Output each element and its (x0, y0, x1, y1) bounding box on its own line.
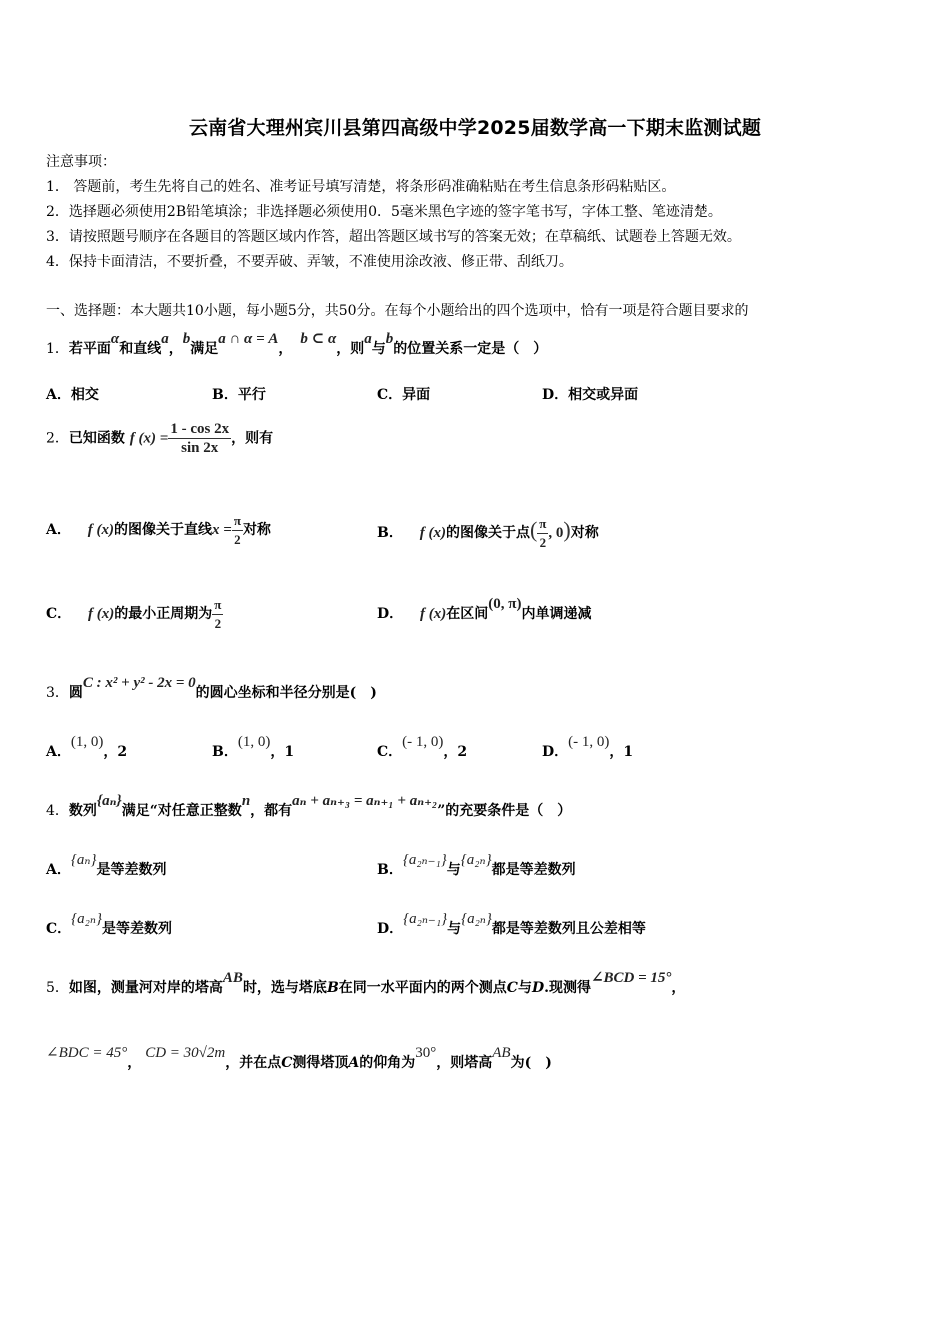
question-5-line-2: ∠BDC = 45°，CD = 30√2m，并在点C测得塔顶A的仰角为30°，则塔高AB为( ) (46, 1045, 552, 1071)
q1-number: 1． (46, 341, 69, 357)
question-3: 3．圆C : x² + y² - 2x = 0的圆心坐标和半径分别是( ) (46, 675, 377, 701)
q3-option-d[interactable]: D．(- 1, 0)，1 (542, 734, 634, 760)
q3-number: 3． (46, 685, 69, 701)
question-2: 2．已知函数 f (x) = $\frac{1 - \cos 2x}{\sin 2x}$ ，则有 (46, 421, 274, 456)
q1-option-a[interactable]: A．相交 (46, 387, 99, 403)
q2-option-d[interactable]: D． f (x)在区间(0, π)内单调递减 (377, 596, 592, 622)
q1-option-c[interactable]: C．异面 (377, 387, 431, 403)
notice-item-3: 3．请按照题号顺序在各题目的答题区域内作答，超出答题区域书写的答案无效；在草稿纸、试题卷上答题无效。 (46, 229, 741, 245)
q2-fraction: $\frac{1 - \cos 2x}{\sin 2x}$ (170, 421, 230, 456)
question-4: 4．数列{aₙ}满足“对任意正整数n，都有aₙ + aₙ₊₃ = aₙ₊₁ + aₙ₊₂”的充要条件是（ ） (46, 793, 572, 819)
question-1: 1．若平面α和直线a，b满足a ∩ α = A，b ⊂ α，则a与b的位置关系一定是（ ） (46, 331, 548, 357)
q2-number: 2． (46, 430, 69, 447)
q3-option-a[interactable]: A．(1, 0)，2 (46, 734, 128, 760)
page-title: 云南省大理州宾川县第四高级中学2025届数学高一下期末监测试题 (188, 117, 762, 139)
notice-item-1: 1． 答题前，考生先将自己的姓名、准考证号填写清楚，将条形码准确粘贴在考生信息条形码粘贴区。 (46, 179, 676, 195)
q5-number: 5． (46, 980, 69, 996)
notice-heading: 注意事项： (46, 154, 116, 170)
notice-item-4: 4．保持卡面清洁，不要折叠，不要弄破、弄皱，不准使用涂改液、修正带、刮纸刀。 (46, 254, 573, 270)
q4-option-a[interactable]: A．{aₙ}是等差数列 (46, 852, 167, 878)
section-1-heading: 一、选择题：本大题共10小题，每小题5分，共50分。在每个小题给出的四个选项中，恰有一项是符合题目要求的 (46, 303, 749, 319)
q2-option-a[interactable]: A． f (x)的图像关于直线x = $\frac{\pi}{2}$ 对称 (46, 512, 271, 547)
q2-option-b[interactable]: B． f (x)的图像关于点( $\frac{\pi}{2}$ , 0)对称 (377, 515, 599, 550)
q4-option-b[interactable]: B．{a₂ₙ₋₁}与{a₂ₙ}都是等差数列 (377, 852, 576, 878)
q4-option-c[interactable]: C．{a₂ₙ}是等差数列 (46, 911, 172, 937)
question-5-line-1: 5．如图，测量河对岸的塔高AB时，选与塔底B在同一水平面内的两个测点C与D.现测得∠BCD = 15°， (46, 970, 686, 996)
q1-option-d[interactable]: D．相交或异面 (542, 387, 639, 403)
q1-option-b[interactable]: B．平行 (212, 387, 266, 403)
q4-option-d[interactable]: D．{a₂ₙ₋₁}与{a₂ₙ}都是等差数列且公差相等 (377, 911, 646, 937)
q4-number: 4． (46, 803, 69, 819)
q3-option-b[interactable]: B．(1, 0)，1 (212, 734, 295, 760)
q3-option-c[interactable]: C．(- 1, 0)，2 (377, 734, 468, 760)
q2-option-c[interactable]: C． f (x)的最小正周期为 $\frac{\pi}{2}$ (46, 596, 222, 631)
notice-item-2: 2．选择题必须使用2B铅笔填涂；非选择题必须使用0．5毫米黑色字迹的签字笔书写，字体工整、笔迹清楚。 (46, 204, 722, 220)
